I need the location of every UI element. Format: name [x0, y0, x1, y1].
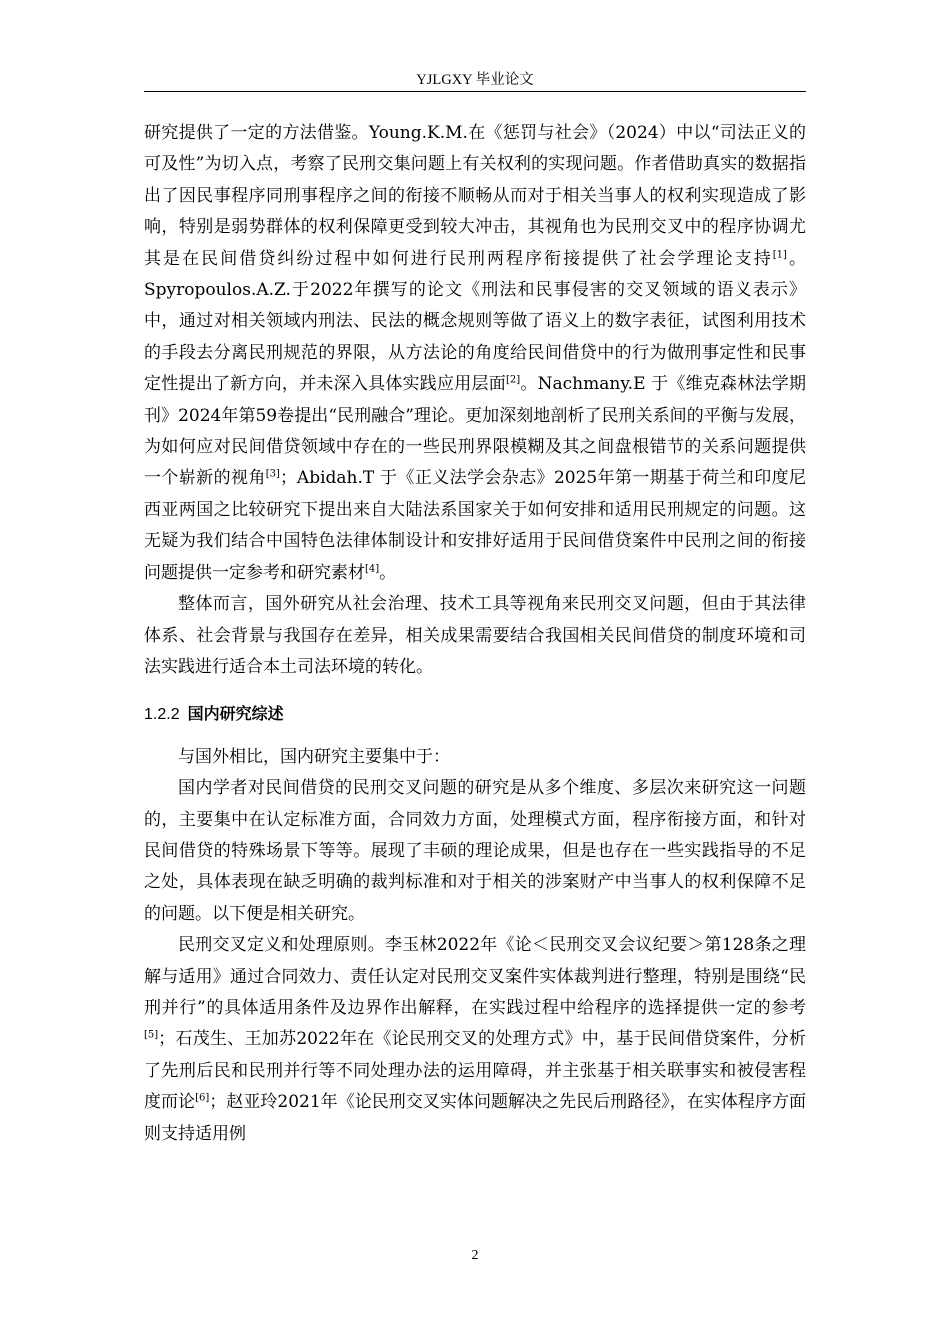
- paragraph: [144, 930, 806, 1150]
- citation-ref: [4]: [365, 563, 380, 575]
- paragraph-text: 。: [379, 562, 397, 583]
- paragraph-text: 。Nachmany.E 于《维克森林法学期刊》2024年第59卷提出“民刑融合”理论。更加深刻地剖析了民刑关系间的平衡与发展，为如何应对民间借贷领域中存在的一些民刑界限模糊及其之间盘根错节的关系问题提供一个崭新的视角: [144, 374, 807, 489]
- paragraph: 国内学者对民间借贷的民刑交叉问题的研究是从多个维度、多层次来研究这一问题的，主要集中在认定标准方面，合同效力方面，处理模式方面，程序衔接方面，和针对民间借贷的特殊场景下等等。展现了丰硕的理论成果，但是也存在一些实践指导的不足之处，具体表现在缺乏明确的裁判标准和对于相关的涉案财产中当事人的权利保障不足的问题。以下便是相关研究。: [144, 778, 806, 924]
- page-number: 2: [471, 1248, 479, 1263]
- paragraph-text: 研究提供了一定的方法借鉴。Young.K.M.在《惩罚与社会》（2024）中以“司法正义的可及性”为切入点，考察了民刑交集问题上有关权利的实现问题。作者借助真实的数据指出了因民事程序同刑事程序之间的衔接不顺畅从而对于相关当事人的权利实现造成了影响，特别是弱势群体的权利保障更受到较大冲击，其视角也为民刑交叉中的程序协调尤其是在民间借贷纠纷过程中如何进行民刑两程序衔接提供了社会学理论支持: [144, 123, 806, 269]
- section-heading: [144, 698, 806, 730]
- paragraph-text: ；石茂生、王加苏2022年在《论民刑交叉的处理方式》中，基于民间借贷案件，分析了先刑后民和民刑并行等不同处理办法的运用障碍，并主张基于相关联事实和被侵害程度而论: [144, 1029, 806, 1113]
- paragraph-text: ；赵亚玲2021年《论民刑交叉实体问题解决之先民后刑路径》，在实体程序方面则支持适用例: [144, 1092, 807, 1144]
- citation-ref: [3]: [265, 468, 280, 480]
- page-header: YJLGXY 毕业论文: [416, 72, 534, 88]
- paragraph-text: ；Abidah.T 于《正义法学会杂志》2025年第一期基于荷兰和印度尼西亚两国之比较研究下提出来自大陆法系国家关于如何安排和适用民刑规定的问题。这无疑为我们结合中国特色法律体制设计和安排好适用于民间借贷案件中民刑之间的衔接问题提供一定参考和研究素材: [144, 468, 806, 583]
- paragraph: 整体而言，国外研究从社会治理、技术工具等视角来民刑交叉问题，但由于其法律体系、社会背景与我国存在差异，相关成果需要结合我国相关民间借贷的制度环境和司法实践进行适合本土司法环境的转化。: [144, 594, 806, 677]
- paragraph: [144, 118, 806, 589]
- section-number: 1.2.2: [144, 706, 180, 724]
- citation-ref: [5]: [144, 1029, 159, 1041]
- citation-ref: [2]: [505, 374, 521, 386]
- section-title: 国内研究综述: [187, 704, 284, 724]
- citation-ref: [6]: [195, 1092, 210, 1104]
- citation-ref: [1]: [772, 248, 787, 260]
- page-body: [144, 118, 806, 1150]
- paragraph-text: 民刑交叉定义和处理原则。李玉林2022年《论＜民刑交叉会议纪要＞第128条之理解与适用》通过合同效力、责任认定对民刑交叉案件实体裁判进行整理，特别是围绕“民刑并行”的具体适用条件及边界作出解释，在实践过程中给程序的选择提供一定的参考: [144, 935, 806, 1018]
- header-rule: [144, 91, 806, 92]
- paragraph-text: 。Spyropoulos.A.Z.于2022年撰写的论文《刑法和民事侵害的交叉领域的语义表示》中，通过对相关领域内刑法、民法的概念规则等做了语义上的数字表征，试图利用技术的手段去分离民刑规范的界限，从方法论的角度给民间借贷中的行为做刑事定性和民事定性提出了新方向，并未深入具体实践应用层面: [144, 248, 807, 395]
- paragraph: 与国外相比，国内研究主要集中于：: [178, 746, 450, 767]
